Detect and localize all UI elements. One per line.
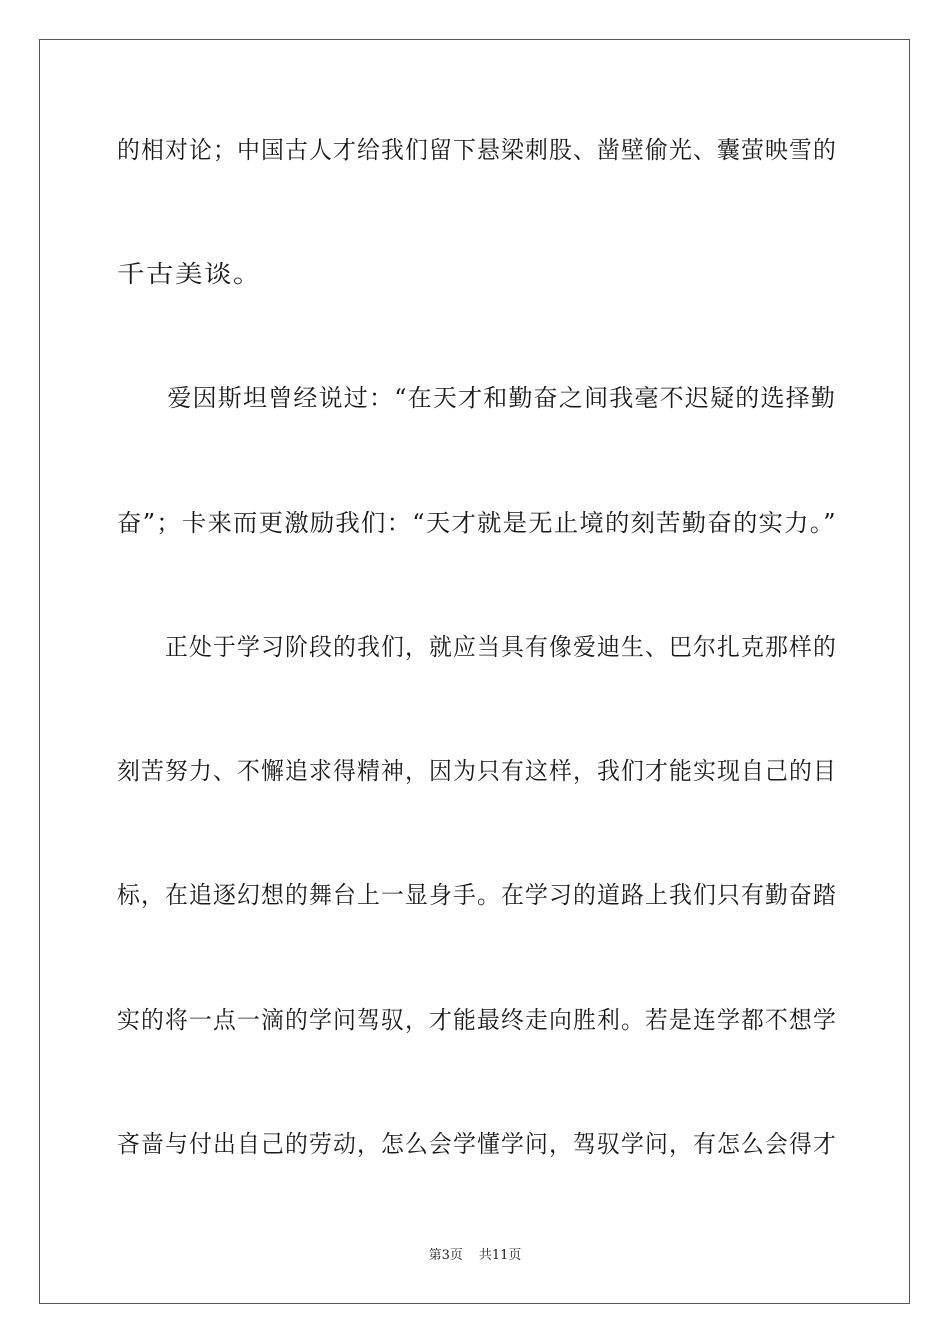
text-line: 的相对论；中国古人才给我们留下悬梁刺股、凿壁偷光、囊萤映雪的 bbox=[117, 136, 837, 164]
text-line: 正处于学习阶段的我们，就应当具有像爱迪生、巴尔扎克那样的 bbox=[117, 633, 837, 661]
page-number: 第3页 bbox=[428, 1248, 463, 1263]
text-line: 奋”；卡来而更激励我们：“天才就是无止境的刻苦勤奋的实力。” bbox=[117, 509, 837, 537]
text-line: 刻苦努力、不懈追求得精神，因为只有这样，我们才能实现自己的目 bbox=[117, 757, 837, 785]
text-line: 千古美谈。 bbox=[117, 260, 262, 288]
page-total: 共11页 bbox=[478, 1248, 522, 1263]
text-line: 标，在追逐幻想的舞台上一显身手。在学习的道路上我们只有勤奋踏 bbox=[117, 881, 837, 909]
text-line: 爱因斯坦曾经说过：“在天才和勤奋之间我毫不迟疑的选择勤 bbox=[117, 384, 837, 412]
text-line: 吝啬与付出自己的劳动，怎么会学懂学问，驾驭学问，有怎么会得才 bbox=[117, 1130, 837, 1158]
page-footer bbox=[0, 1247, 950, 1265]
text-line: 实的将一点一滴的学问驾驭，才能最终走向胜利。若是连学都不想学 bbox=[117, 1006, 837, 1034]
page-border bbox=[39, 39, 910, 1304]
